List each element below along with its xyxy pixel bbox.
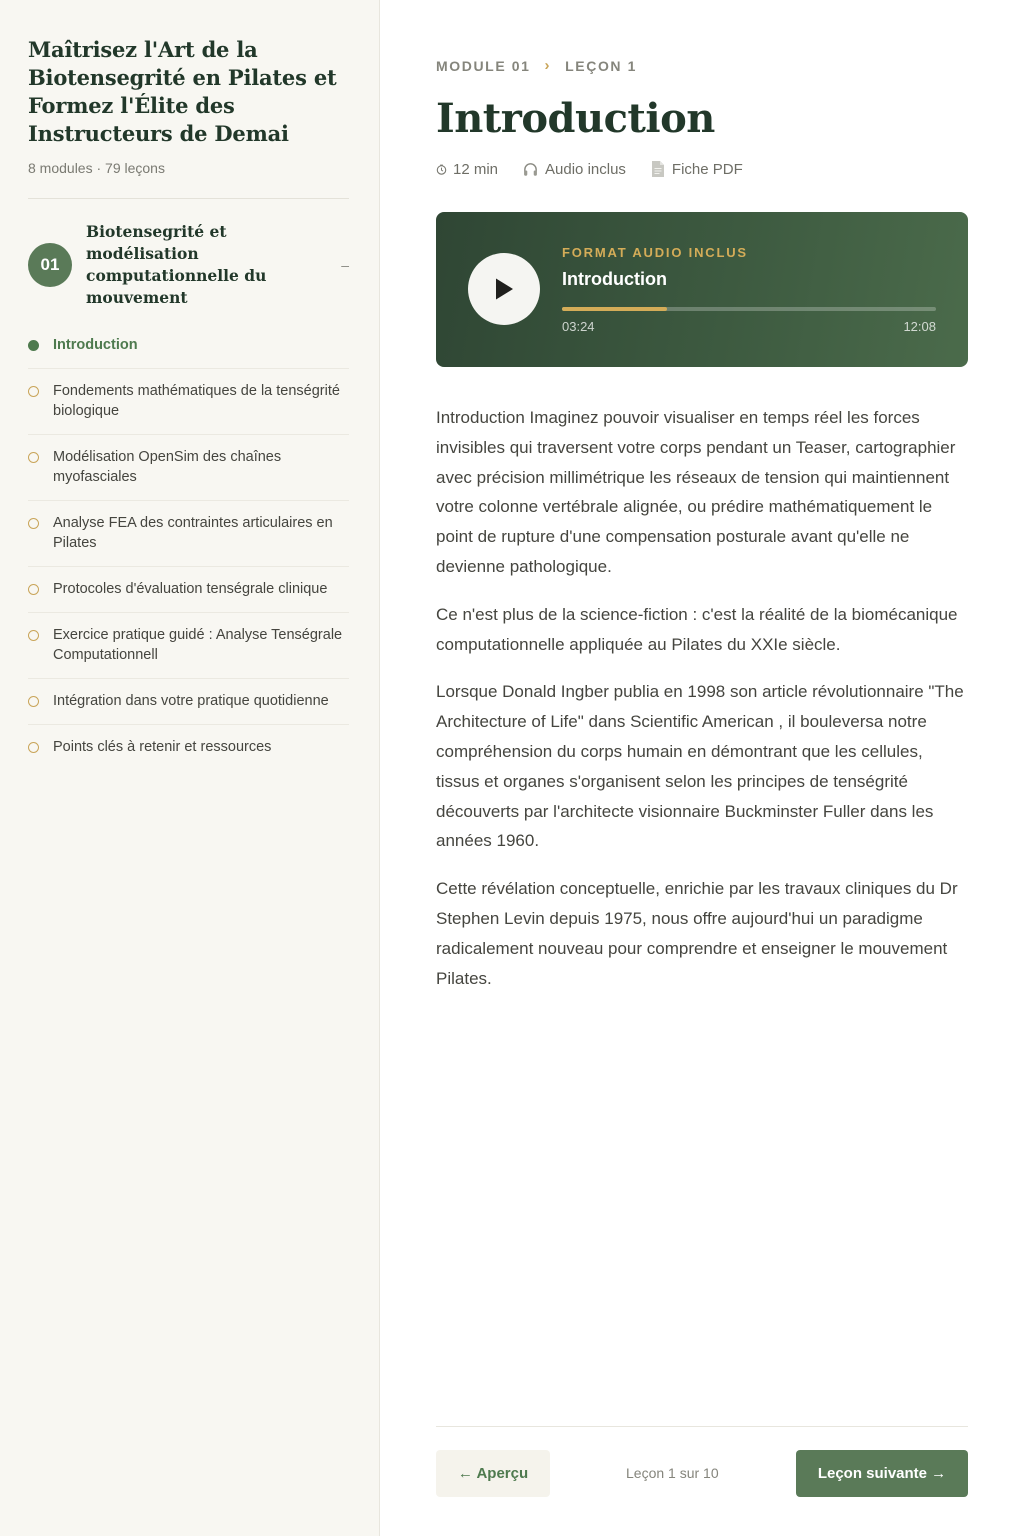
- lesson-list: [28, 323, 349, 770]
- lesson-status-dot-icon: [28, 742, 39, 753]
- pdf-meta[interactable]: [650, 160, 743, 178]
- lesson-status-dot-icon: [28, 340, 39, 351]
- course-sidebar: [0, 0, 380, 1536]
- lesson-label: Protocoles d'évaluation tenségrale clinique: [53, 581, 328, 597]
- lesson-label: Modélisation OpenSim des chaînes myofasciales: [53, 449, 282, 485]
- lesson-body: [436, 403, 968, 993]
- play-icon: [492, 276, 516, 302]
- previous-button[interactable]: ← Aperçu: [436, 1450, 550, 1497]
- lesson-item[interactable]: [28, 501, 349, 567]
- lesson-footer-nav: [436, 1426, 968, 1506]
- lesson-item[interactable]: [28, 369, 349, 435]
- pdf-meta-text: Fiche PDF: [671, 160, 743, 178]
- lesson-content: [436, 0, 968, 1011]
- chevron-right-icon: ›: [544, 57, 552, 74]
- lesson-status-dot-icon: [28, 452, 39, 463]
- lesson-status-dot-icon: [28, 386, 39, 397]
- lesson-status-dot-icon: [28, 584, 39, 595]
- audio-total-time: 12:08: [903, 319, 936, 334]
- audio-progress-bar[interactable]: [562, 307, 936, 311]
- collapse-icon[interactable]: –: [341, 257, 349, 273]
- module-number-badge: 01: [28, 243, 72, 287]
- audio-current-time: 03:24: [562, 319, 595, 334]
- duration-meta: [436, 161, 498, 178]
- headphones-icon: [522, 161, 539, 178]
- audio-meta-text: Audio inclus: [545, 160, 626, 178]
- lesson-item[interactable]: [28, 435, 349, 501]
- lesson-label: Fondements mathématiques de la tenségrité biologique: [53, 383, 340, 419]
- body-paragraph: Ce n'est plus de la science-fiction : c'est la réalité de la biomécanique computationnelle appliquée au Pilates du XXIe siècle.: [436, 604, 958, 654]
- body-paragraph: Cette révélation conceptuelle, enrichie par les travaux cliniques du Dr Stephen Levin depuis 1975, nous offre aujourd'hui un paradigme radicalement nouveau pour comprendre et enseigner le mouvement Pilates.: [436, 879, 958, 988]
- audio-player: [436, 212, 968, 367]
- lesson-label: Points clés à retenir et ressources: [53, 739, 272, 755]
- lesson-label: Analyse FEA des contraintes articulaires en Pilates: [53, 515, 333, 551]
- lesson-label: Introduction: [53, 337, 138, 353]
- next-lesson-button[interactable]: Leçon suivante →: [796, 1450, 968, 1497]
- body-paragraph: Lorsque Donald Ingber publia en 1998 son article révolutionnaire "The Architecture of Life" dans Scientific American , il bouleversa notre compréhension du corps humain en démontrant que les cellules, tissus et organes s'organisent selon les principes de tenségrité découverts par l'architecte visionnaire Buckminster Fuller dans les années 1960.: [436, 682, 964, 851]
- body-paragraph: Introduction Imaginez pouvoir visualiser en temps réel les forces invisibles qui traversent votre corps pendant un Teaser, cartographier avec précision millimétrique les réseaux de tension qui maintiennent votre colonne vertébrale alignée, ou prédire mathématiquement le point de rupture d'une compensation posturale avant qu'elle ne devienne pathologique.: [436, 408, 956, 576]
- lesson-item[interactable]: [28, 679, 349, 725]
- breadcrumb: [436, 57, 968, 74]
- lesson-label: Exercice pratique guidé : Analyse Tenségrale Computationnell: [53, 627, 343, 663]
- document-icon: [650, 160, 666, 178]
- breadcrumb-module[interactable]: MODULE 01: [436, 57, 531, 74]
- module-header[interactable]: [28, 221, 349, 309]
- lesson-item[interactable]: [28, 613, 349, 679]
- play-button[interactable]: [468, 253, 540, 325]
- module-title: Biotensegrité et modélisation computationnelle du mouvement: [86, 222, 267, 307]
- lesson-item[interactable]: [28, 725, 349, 770]
- audio-meta: [522, 161, 626, 178]
- duration-text: 12 min: [453, 160, 499, 178]
- lesson-status-dot-icon: [28, 696, 39, 707]
- page-title: Introduction: [436, 95, 715, 142]
- lesson-counter: Leçon 1 sur 10: [626, 1465, 719, 1481]
- audio-format-label: FORMAT AUDIO INCLUS: [562, 245, 748, 260]
- audio-progress-fill: [562, 307, 667, 311]
- lesson-item[interactable]: [28, 567, 349, 613]
- sidebar-divider: [28, 198, 349, 199]
- lesson-status-dot-icon: [28, 630, 39, 641]
- clock-icon: [436, 164, 447, 175]
- lesson-label: Intégration dans votre pratique quotidienne: [53, 693, 329, 709]
- course-title: Maîtrisez l'Art de la Biotensegrité en Pilates et Formez l'Élite des Instructeurs de Demai: [28, 37, 337, 146]
- course-meta: 8 modules · 79 leçons: [28, 160, 165, 176]
- breadcrumb-lesson: LEÇON 1: [565, 57, 638, 74]
- lesson-status-dot-icon: [28, 518, 39, 529]
- lesson-meta: [436, 160, 968, 178]
- audio-track-title: Introduction: [562, 269, 667, 289]
- lesson-item-introduction[interactable]: [28, 323, 349, 369]
